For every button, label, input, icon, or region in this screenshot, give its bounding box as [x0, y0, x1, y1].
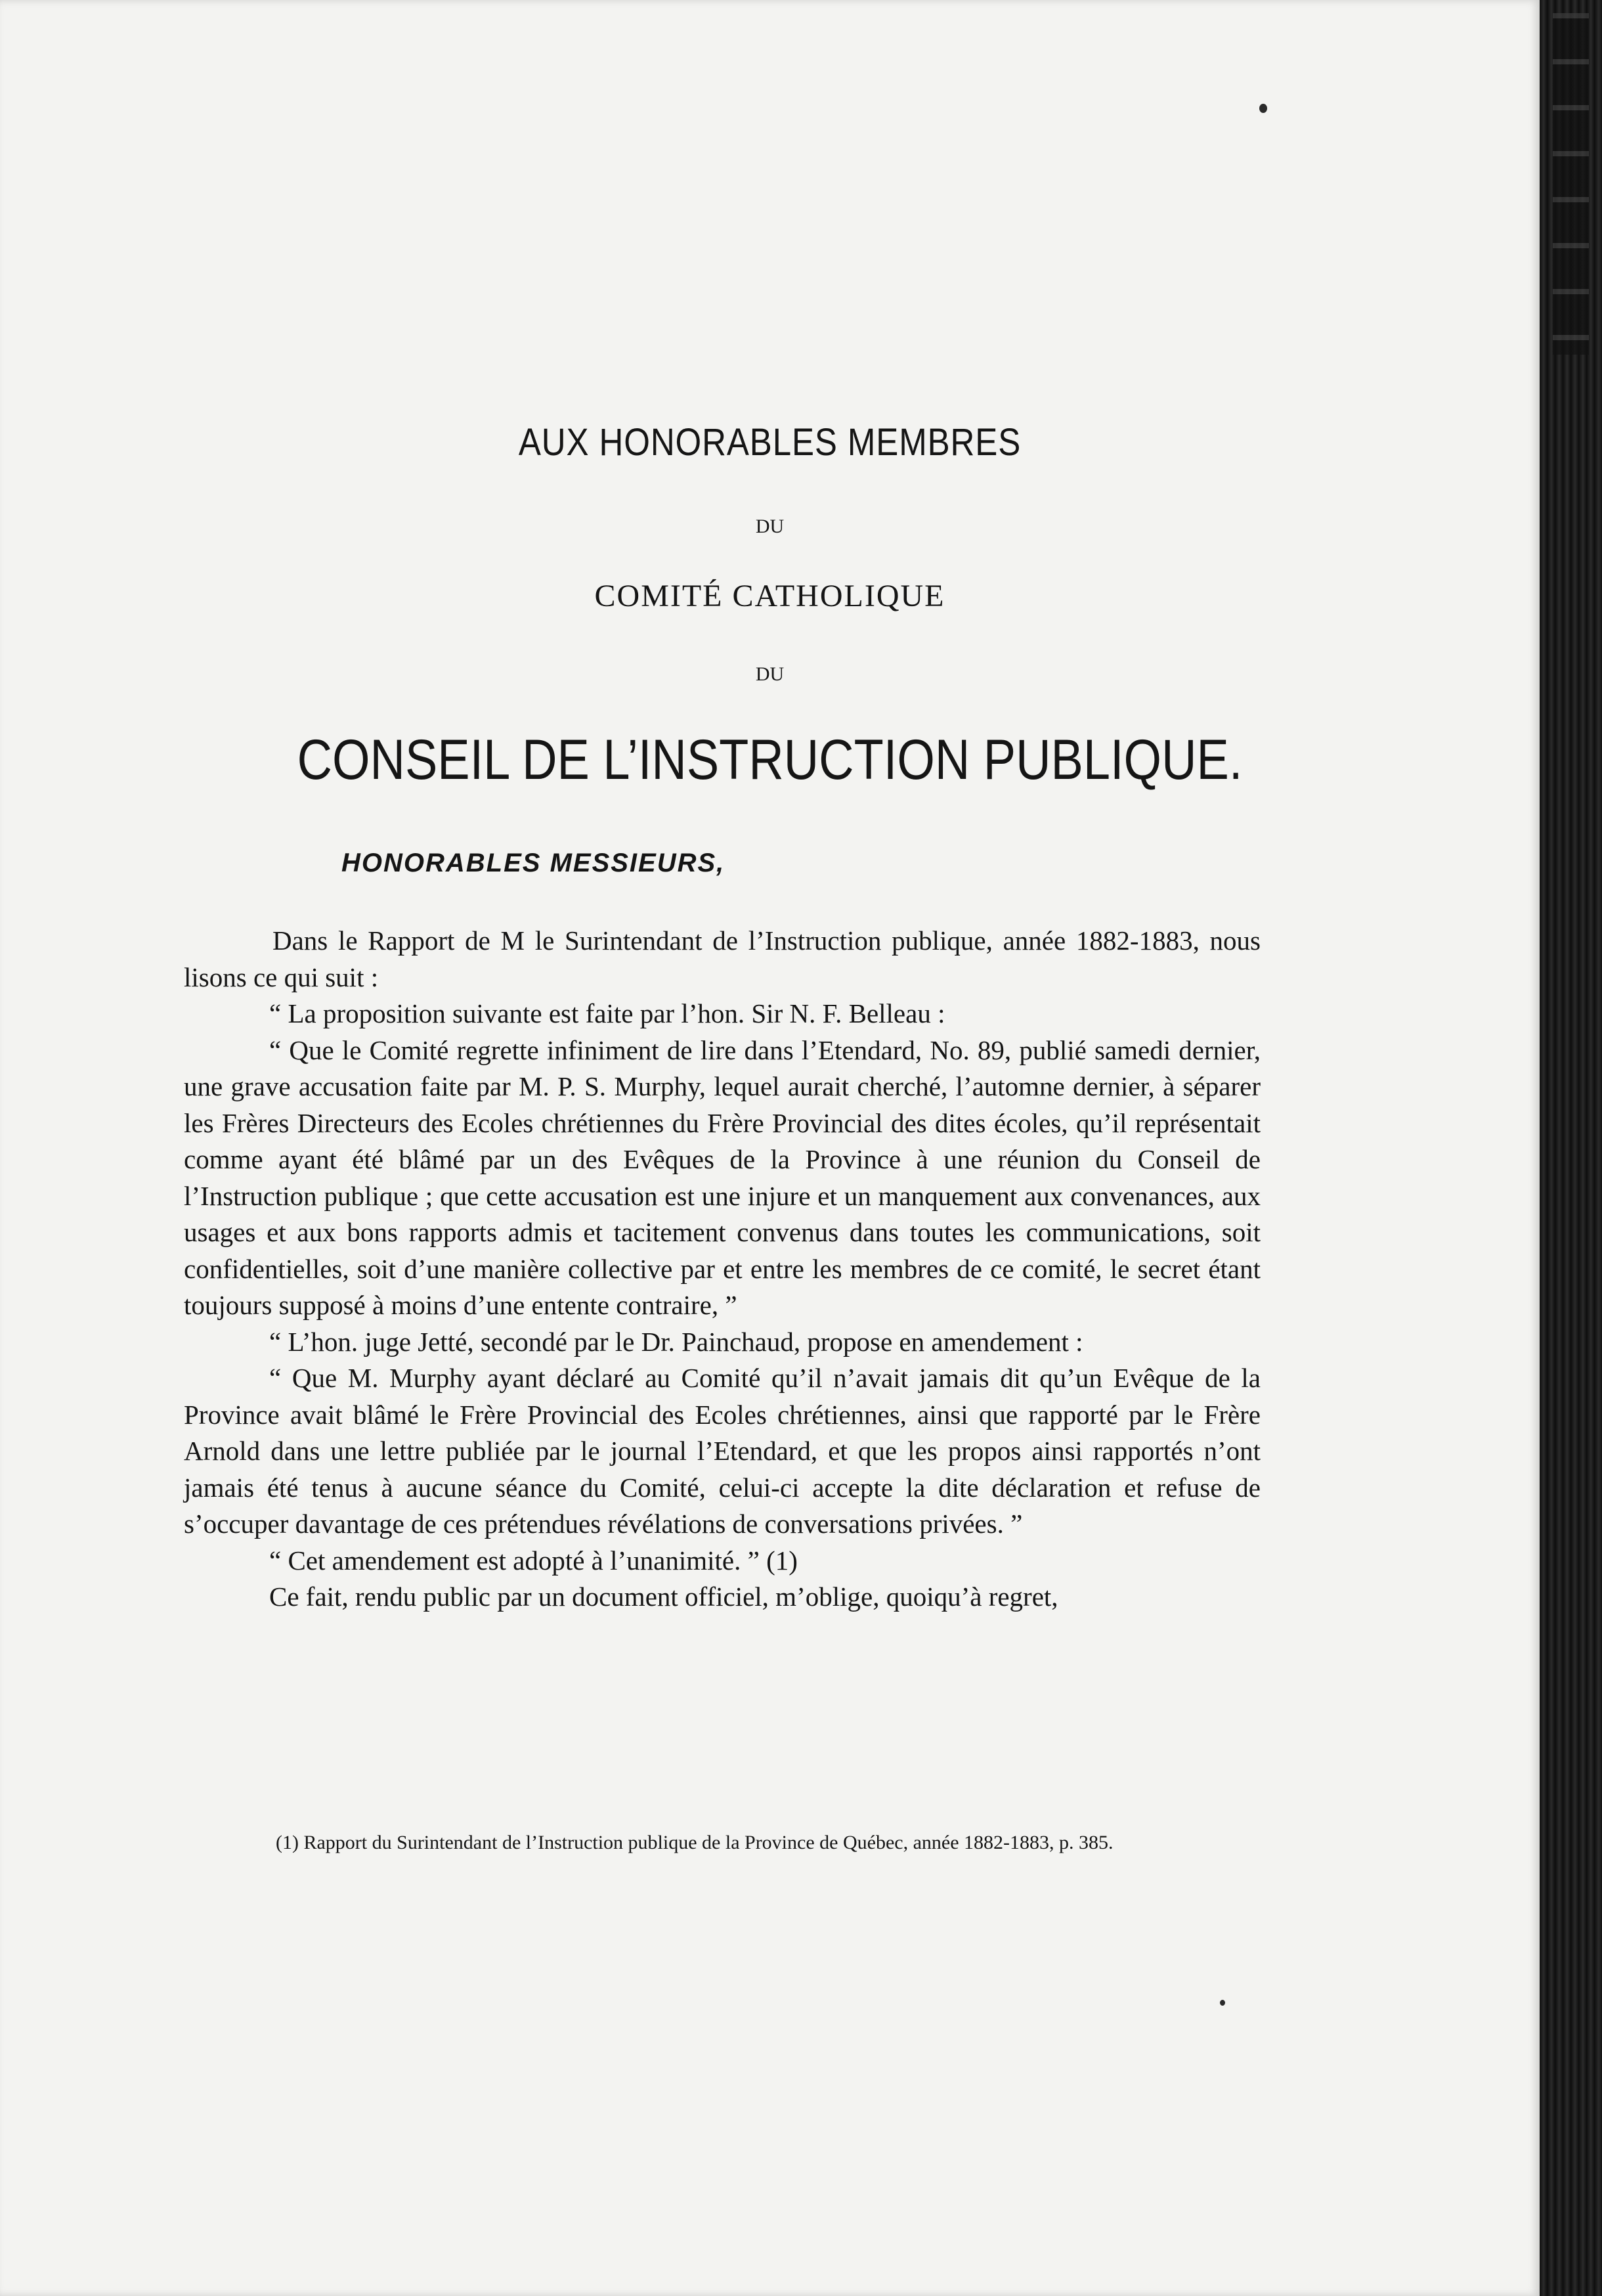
heading-line-1: AUX HONORABLES MEMBRES — [518, 421, 1022, 464]
binding-marks — [1553, 13, 1589, 355]
heading-du-1: DU — [755, 516, 785, 537]
heading-line-2: COMITÉ CATHOLIQUE — [594, 579, 945, 613]
heading-line-3: CONSEIL DE L’INSTRUCTION PUBLIQUE. — [297, 728, 1243, 791]
paragraph: “ Cet amendement est adopté à l’unanimité. ” (1) — [269, 1545, 798, 1576]
paragraph: “ Que le Comité regrette infiniment de lire dans l’Etendard, No. 89, publié samedi dernier, une grave accusation faite par M. P. S. Murphy, lequel aurait cherché, l’automne dernier, à séparer les Frères Directeurs des Ecoles chrétiennes du Frère Provincial des dites écoles, qu’il représentait comme ayant été blâmé par un des Evêques de la Province à une réunion du Conseil de l’Instruction publique ; que cette accusation est une injure et un manquement aux convenances, aux usages et aux bons rapports admis et tacitement convenus dans toutes les communications, soit confidentielles, soit d’une manière collective par et entre les membres de ce comité, le secret étant toujours supposé à moins d’une entente contraire, ” — [184, 1034, 1261, 1320]
paragraph: “ Que M. Murphy ayant déclaré au Comité qu’il n’avait jamais dit qu’un Evêque de la Province avait blâmé le Frère Provincial des Ecoles chrétiennes, ainsi que rapporté par le Frère Arnold dans une lettre publiée par le journal l’Etendard, et que les propos ainsi rapportés n’ont jamais été tenus à aucune séance du Comité, celui-ci accepte la dite déclaration et refuse de s’occuper davantage de ces prétendues révélations de conversations privées. ” — [184, 1363, 1261, 1539]
scan-speck — [1220, 2000, 1225, 2006]
body-text — [184, 923, 1261, 1616]
paragraph: “ L’hon. juge Jetté, secondé par le Dr. Painchaud, propose en amendement : — [269, 1326, 1083, 1357]
paragraph: Ce fait, rendu public par un document officiel, m’oblige, quoiqu’à regret, — [269, 1581, 1058, 1612]
salutation: HONORABLES MESSIEURS, — [341, 849, 725, 877]
footnote-text: (1) Rapport du Surintendant de l’Instruction publique de la Province de Québec, année 1882-1883, p. 385. — [276, 1832, 1114, 1853]
scan-speck — [1259, 104, 1267, 113]
page-edge — [1540, 0, 1602, 2296]
paragraph: Dans le Rapport de M le Surintendant de l’Instruction publique, année 1882-1883, nous lisons ce qui suit : — [184, 925, 1261, 992]
footnote — [184, 1829, 1261, 1857]
heading-du-2: DU — [755, 663, 785, 685]
paragraph: “ La proposition suivante est faite par l’hon. Sir N. F. Belleau : — [269, 998, 945, 1028]
